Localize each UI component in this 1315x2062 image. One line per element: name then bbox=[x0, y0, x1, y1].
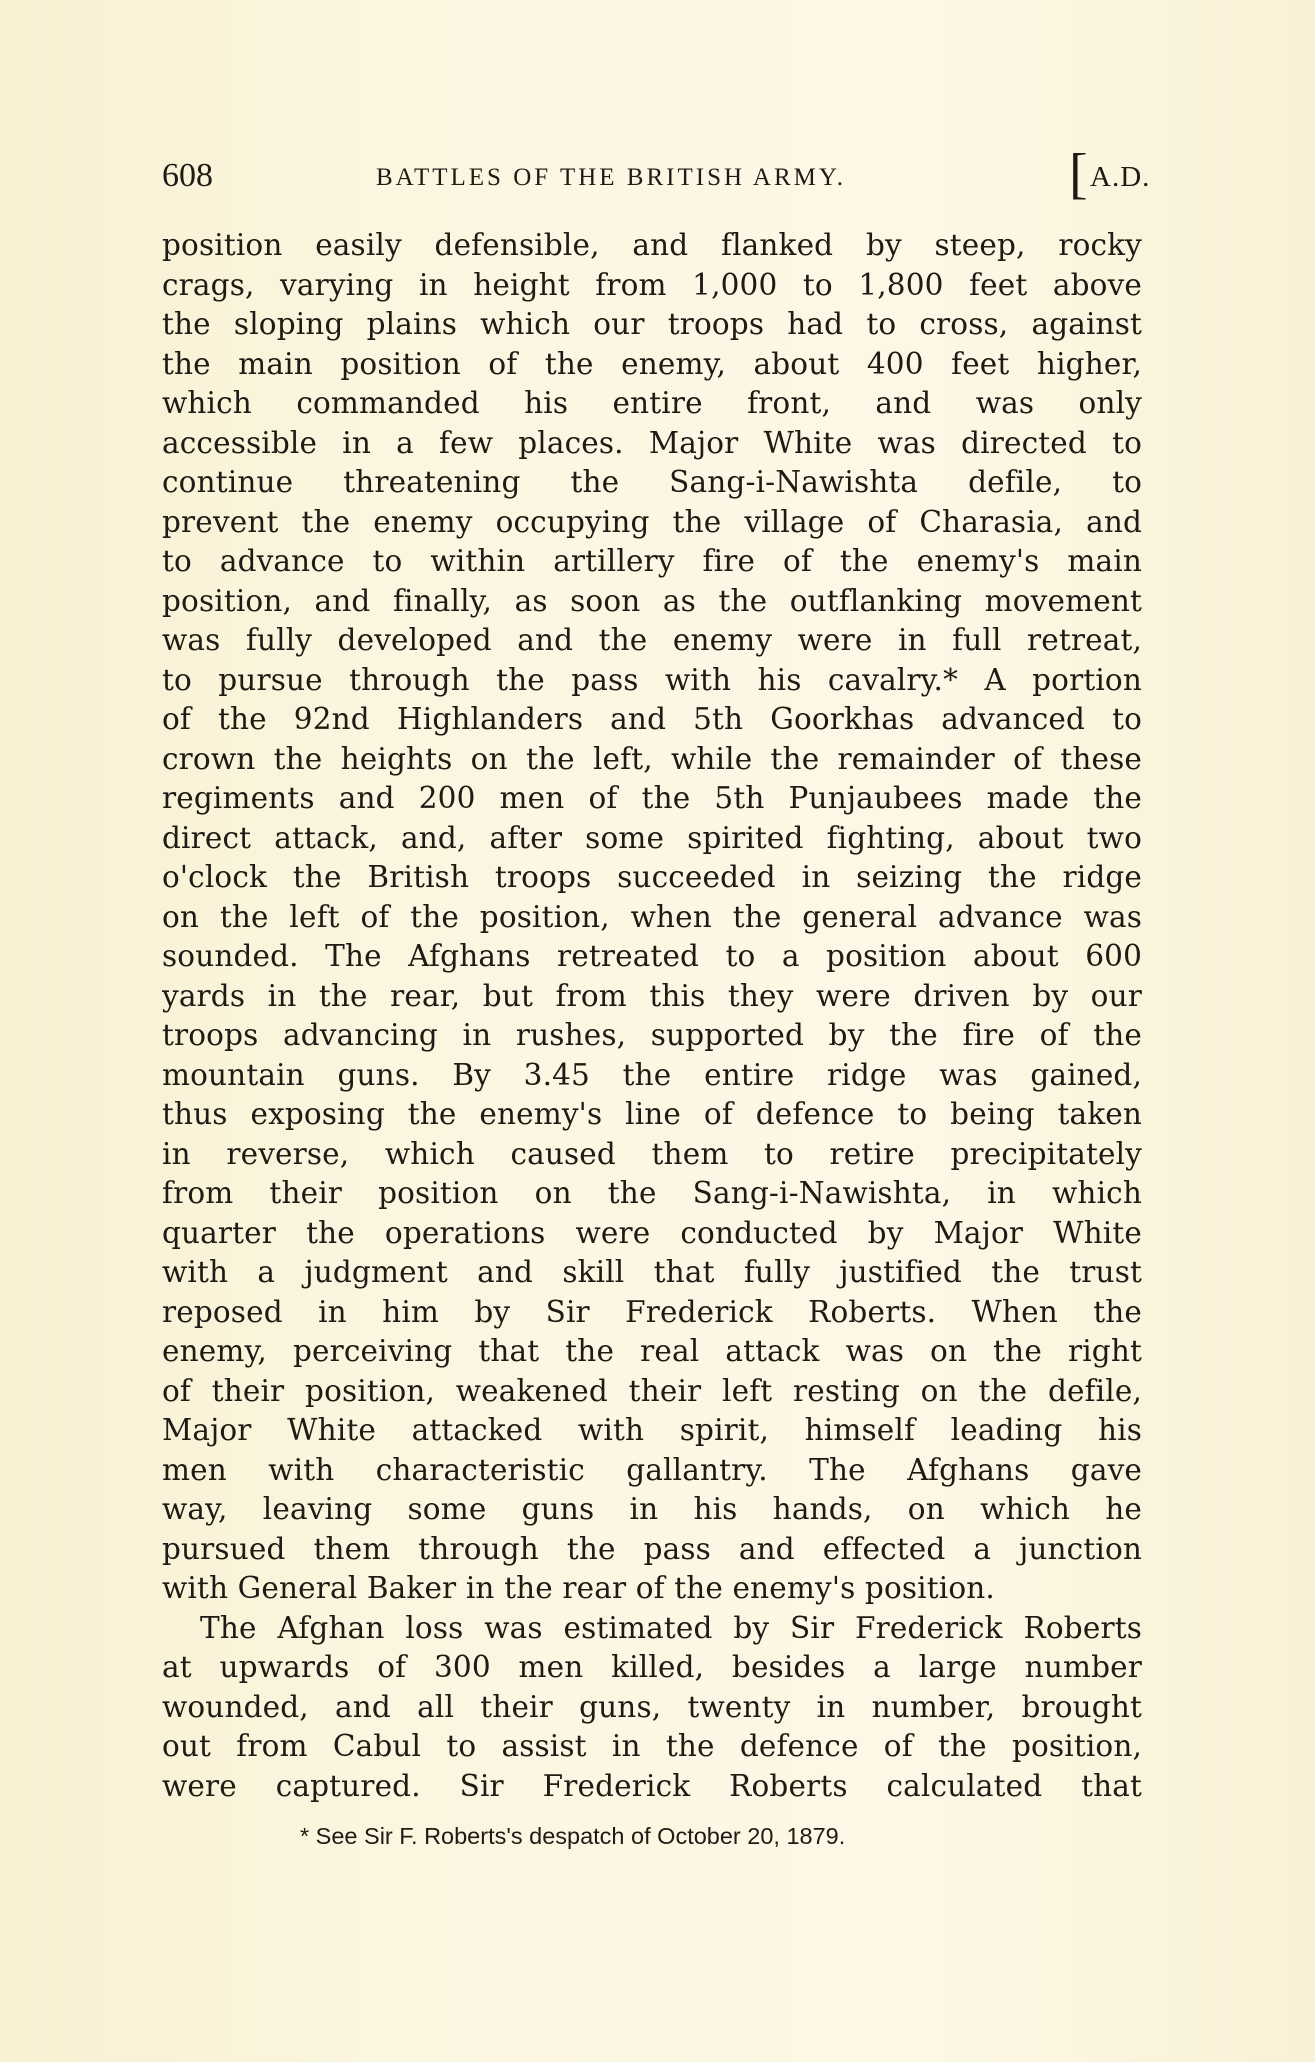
text-line: on the left of the position, when the general advance was bbox=[162, 899, 1142, 934]
text-line: crown the heights on the left, while the remainder of these bbox=[162, 741, 1142, 776]
text-line: of the 92nd Highlanders and 5th Goorkhas advanced to bbox=[162, 702, 1142, 736]
running-head-bracket: [ bbox=[1069, 143, 1088, 205]
text-line: enemy, perceiving that the real attack was on the right bbox=[162, 1334, 1142, 1368]
text-line: reposed in him by Sir Frederick Roberts. When the bbox=[162, 1294, 1142, 1329]
text-line: sounded. The Afghans retreated to a position about 600 bbox=[162, 939, 1142, 973]
text-line: o'clock the British troops succeeded in seizing the ridge bbox=[162, 860, 1142, 894]
text-line: Major White attacked with spirit, himself leading his bbox=[162, 1413, 1142, 1447]
text-line: in reverse, which caused them to retire precipitately bbox=[162, 1136, 1142, 1171]
text-line: pursued them through the pass and effected a junction bbox=[162, 1531, 1142, 1566]
text-line: was fully developed and the enemy were in full retreat, bbox=[162, 623, 1142, 657]
text-line: to pursue through the pass with his cavalry.* A portion bbox=[162, 662, 1142, 697]
text-line: position easily defensible, and flanked by steep, rocky bbox=[162, 228, 1142, 262]
text-line: with a judgment and skill that fully justified the trust bbox=[162, 1255, 1142, 1289]
text-line: of their position, weakened their left resting on the defile, bbox=[162, 1373, 1142, 1408]
running-head-date: A.D. bbox=[1090, 161, 1151, 193]
text-line: from their position on the Sang-i-Nawishta, in which bbox=[162, 1176, 1142, 1210]
text-line: direct attack, and, after some spirited fighting, about two bbox=[162, 820, 1142, 855]
footnote: * See Sir F. Roberts's despatch of October 20, 1879. bbox=[300, 1823, 846, 1849]
text-line: the sloping plains which our troops had to cross, against bbox=[162, 307, 1142, 341]
text-line: at upwards of 300 men killed, besides a large number bbox=[162, 1650, 1142, 1684]
text-line: mountain guns. By 3.45 the entire ridge was gained, bbox=[162, 1057, 1142, 1092]
text-line: The Afghan loss was estimated by Sir Frederick Roberts bbox=[200, 1610, 1142, 1645]
text-line: accessible in a few places. Major White was directed to bbox=[162, 425, 1142, 460]
running-title: BATTLES OF THE BRITISH ARMY. bbox=[376, 164, 846, 191]
body-text bbox=[162, 226, 1142, 1806]
text-line: crags, varying in height from 1,000 to 1,800 feet above bbox=[162, 267, 1142, 302]
text-line: regiments and 200 men of the 5th Punjaubees made the bbox=[162, 781, 1142, 815]
page-number: 608 bbox=[162, 157, 213, 194]
text-line: continue threatening the Sang-i-Nawishta defile, to bbox=[162, 465, 1142, 499]
text-line: to advance to within artillery fire of the enemy's main bbox=[162, 544, 1142, 578]
text-line: quarter the operations were conducted by Major White bbox=[162, 1215, 1142, 1250]
text-line: men with characteristic gallantry. The Afghans gave bbox=[162, 1452, 1142, 1487]
text-line: out from Cabul to assist in the defence of the position, bbox=[162, 1729, 1142, 1763]
text-line: wounded, and all their guns, twenty in number, brought bbox=[162, 1689, 1142, 1724]
text-line: troops advancing in rushes, supported by the fire of the bbox=[162, 1018, 1142, 1052]
running-head bbox=[162, 143, 1157, 205]
text-line: the main position of the enemy, about 400 feet higher, bbox=[162, 346, 1142, 381]
text-line: thus exposing the enemy's line of defence to being taken bbox=[162, 1097, 1142, 1131]
text-line: yards in the rear, but from this they were driven by our bbox=[162, 978, 1142, 1013]
text-line: way, leaving some guns in his hands, on which he bbox=[162, 1492, 1142, 1526]
text-line: with General Baker in the rear of the enemy's position. bbox=[162, 1571, 995, 1605]
text-line: prevent the enemy occupying the village of Charasia, and bbox=[162, 504, 1142, 539]
text-line: position, and finally, as soon as the outflanking movement bbox=[162, 583, 1142, 618]
text-line: were captured. Sir Frederick Roberts calculated that bbox=[162, 1768, 1142, 1803]
text-line: which commanded his entire front, and was only bbox=[162, 386, 1142, 420]
